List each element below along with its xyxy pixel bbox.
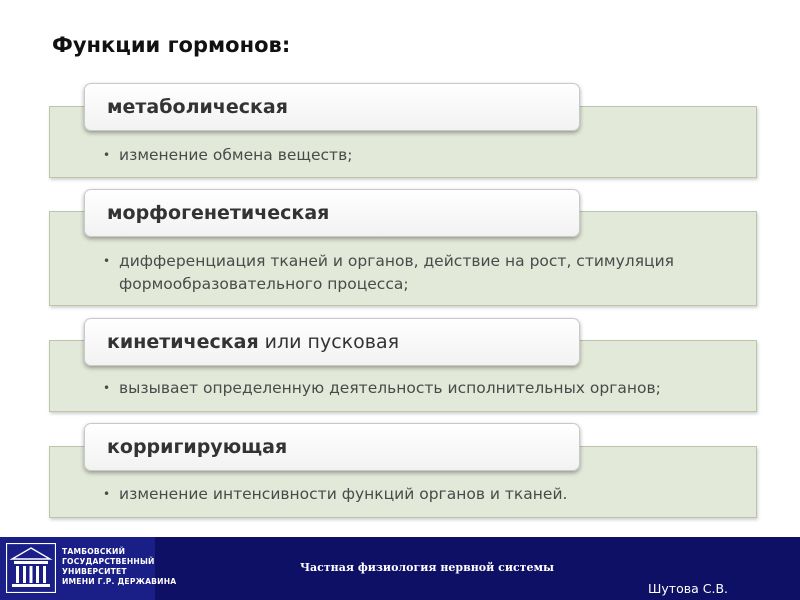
function-name: кинетическая bbox=[107, 331, 259, 353]
slide-footer bbox=[0, 537, 800, 600]
function-bullet bbox=[103, 250, 738, 296]
bullet-dot: • bbox=[103, 381, 111, 395]
function-header bbox=[84, 189, 580, 237]
function-description: изменение интенсивности функций органов и тканей. bbox=[119, 485, 568, 503]
function-name-alt: или пусковая bbox=[264, 331, 400, 353]
course-name: Частная физиология нервной системы bbox=[300, 561, 555, 574]
author-name: Шутова С.В. bbox=[648, 581, 728, 596]
function-description: дифференциация тканей и органов, действие на рост, стимуляция формообразовательного процесса; bbox=[119, 252, 674, 293]
function-header bbox=[84, 318, 580, 366]
university-logo-icon bbox=[6, 543, 56, 593]
function-name: метаболическая bbox=[107, 96, 288, 118]
function-name: корригирующая bbox=[107, 436, 288, 458]
bullet-dot: • bbox=[103, 254, 111, 268]
function-header bbox=[84, 423, 580, 471]
bullet-dot: • bbox=[103, 148, 111, 162]
function-name: морфогенетическая bbox=[107, 202, 330, 224]
function-description: вызывает определенную деятельность исполнительных органов; bbox=[119, 379, 661, 397]
bullet-dot: • bbox=[103, 487, 111, 501]
function-bullet bbox=[103, 377, 738, 400]
function-header bbox=[84, 83, 580, 131]
function-bullet bbox=[103, 483, 738, 506]
function-bullet bbox=[103, 144, 738, 167]
slide-title: Функции гормонов: bbox=[52, 33, 291, 57]
university-name: ТАМБОВСКИЙ ГОСУДАРСТВЕННЫЙ УНИВЕРСИТЕТ ИМЕНИ Г.Р. ДЕРЖАВИНА bbox=[62, 547, 177, 586]
function-description: изменение обмена веществ; bbox=[119, 146, 353, 164]
